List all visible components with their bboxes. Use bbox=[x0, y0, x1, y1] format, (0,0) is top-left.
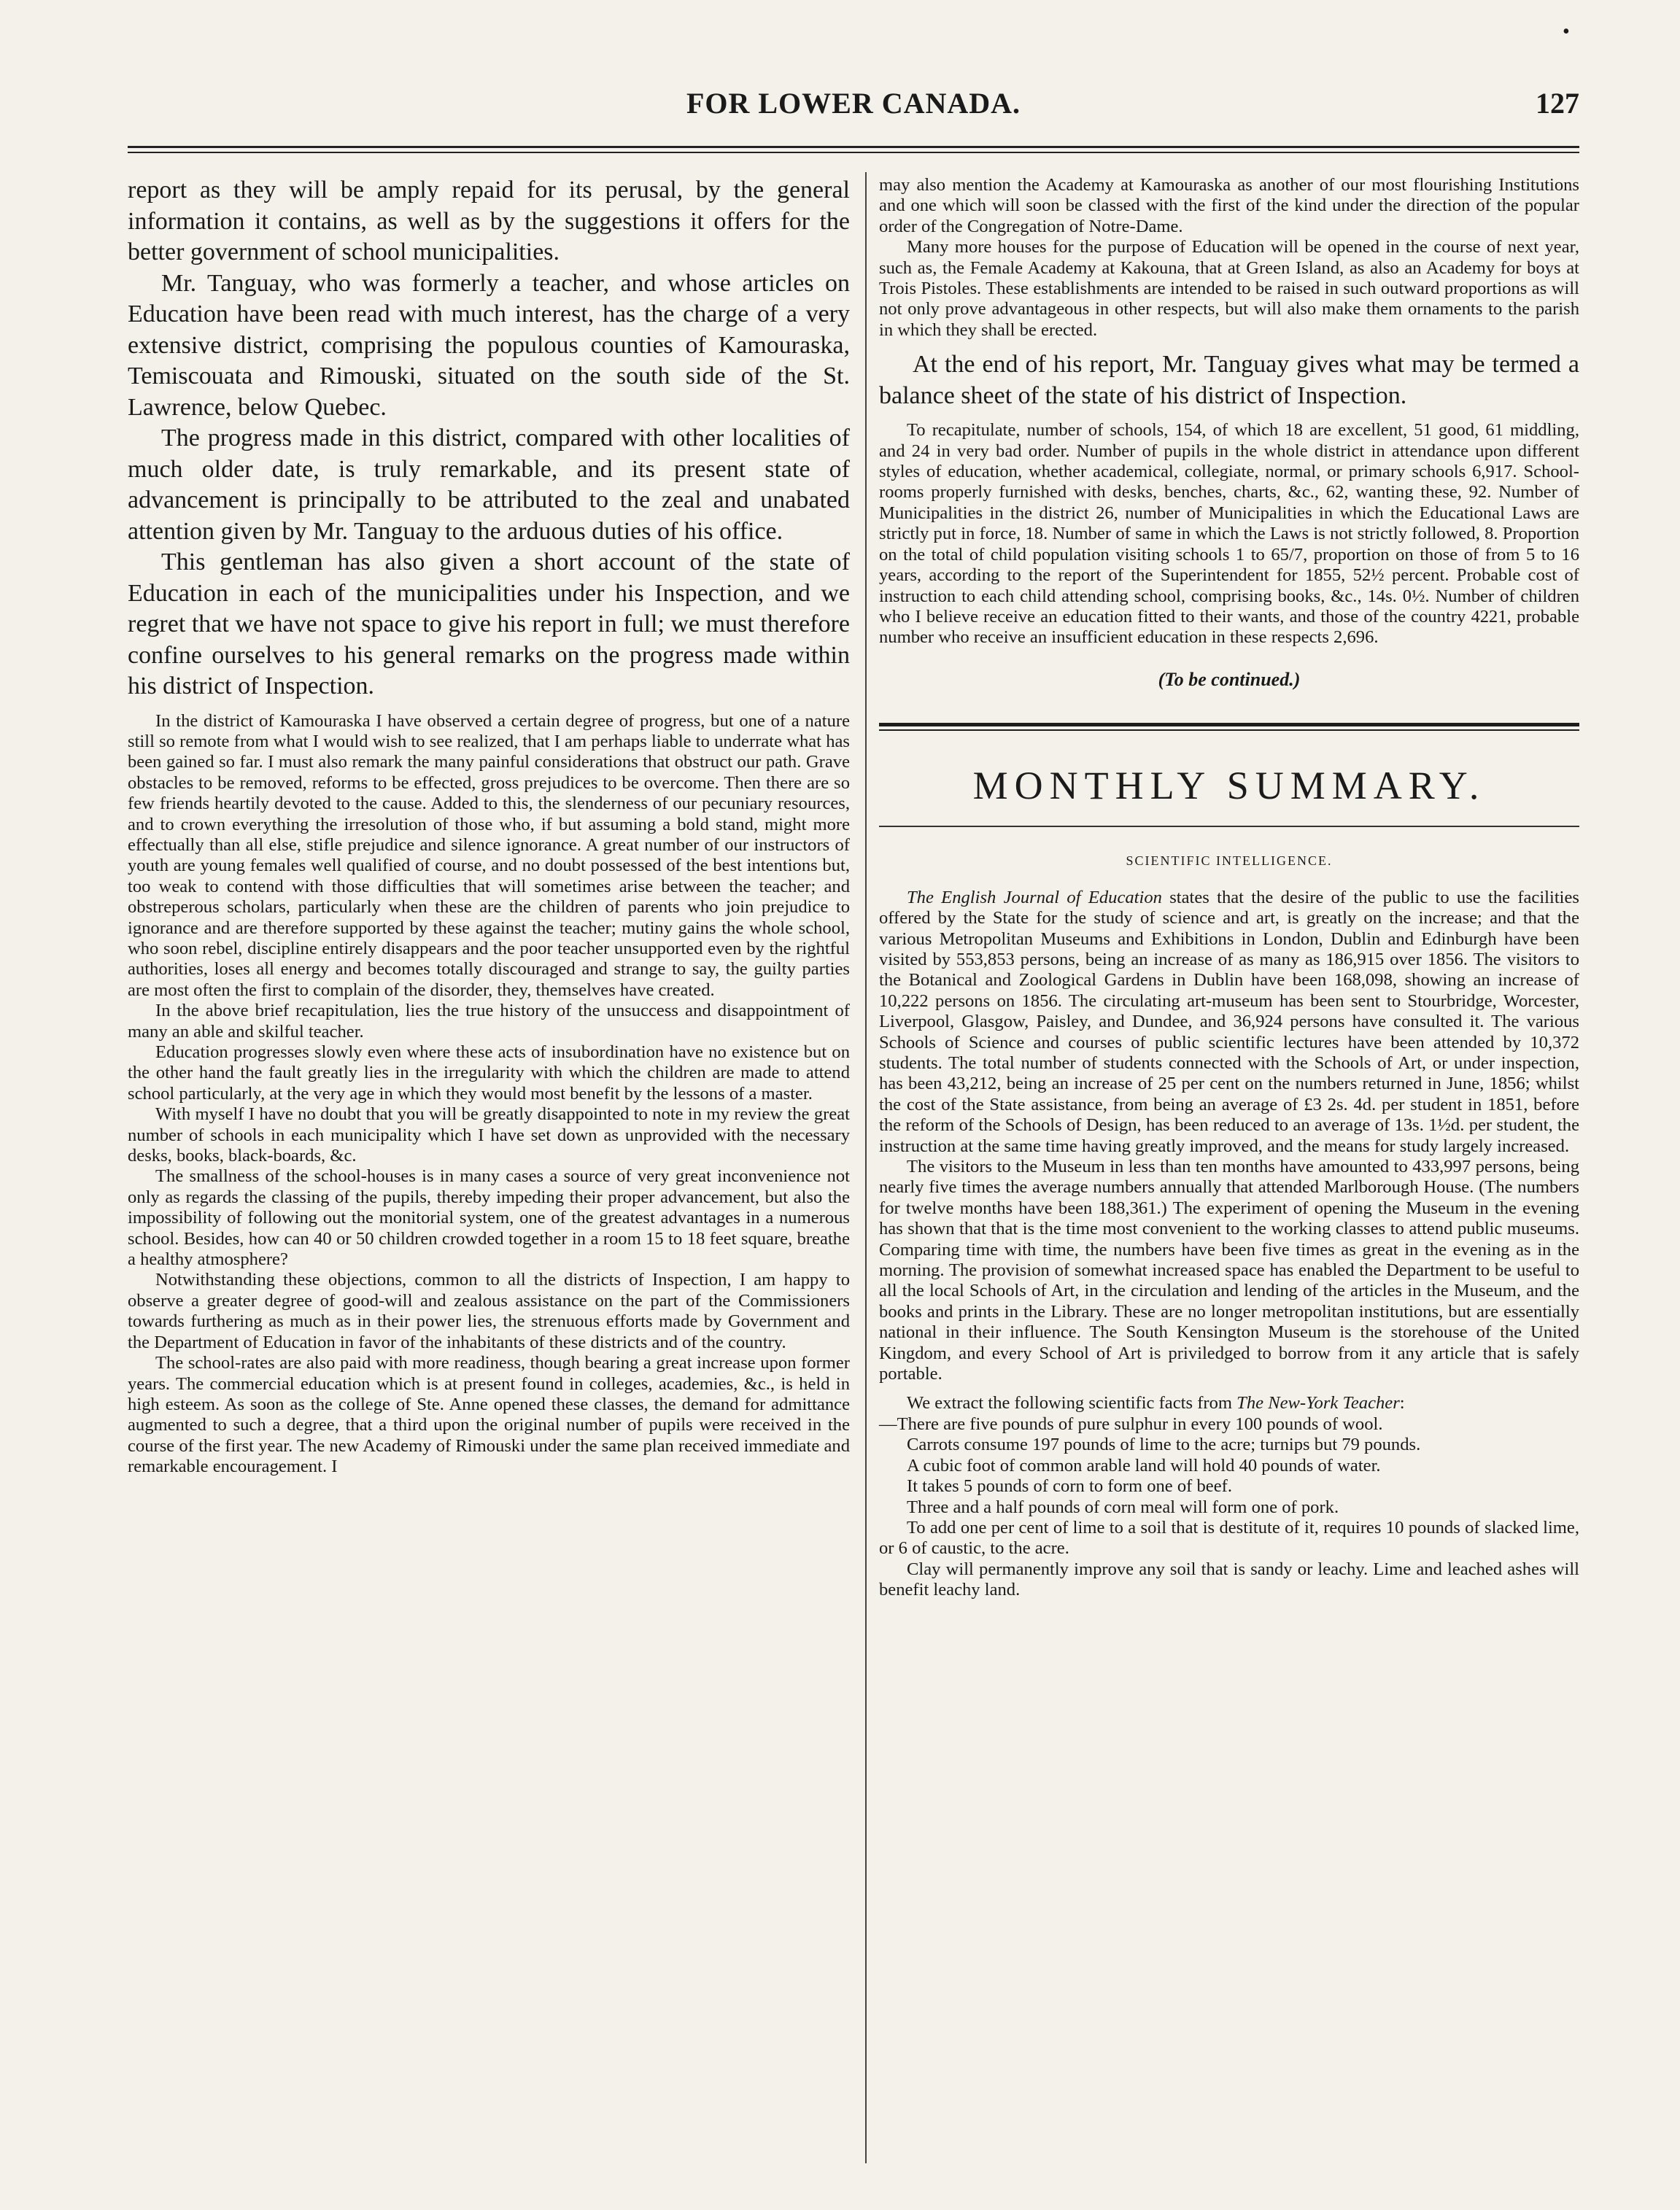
section-heading: SCIENTIFIC INTELLIGENCE. bbox=[1126, 853, 1333, 868]
section-rule bbox=[879, 723, 1579, 726]
fact-item: Clay will permanently improve any soil that is sandy or leachy. Lime and leached ashes will benefit leachy land. bbox=[879, 1559, 1579, 1600]
spacer bbox=[128, 702, 850, 711]
quoted-paragraph: The school-rates are also paid with more readiness, though bearing a great increase upon former years. The commercial education which is at present found in colleges, academies, &c., is held in high esteem. As soon as the college of Ste. Anne opened these classes, the demand for admittance augmented to such a degree, that a third upon the original number of pupils were received in the course of the first year. The new Academy of Rimouski under the same plan received immediate and remarkable encouragement. I bbox=[128, 1353, 850, 1477]
column-divider bbox=[865, 172, 867, 2163]
fact-item: To add one per cent of lime to a soil that is destitute of it, requires 10 pounds of slacked lime, or 6 of caustic, to the acre. bbox=[879, 1517, 1579, 1559]
paragraph: Mr. Tanguay, who was formerly a teacher, and whose articles on Education have been read with much interest, has the charge of a very extensive district, comprising the populous counties of Kamouraska, Temiscouata and Rimouski, situated on the south side of the St. Lawrence, below Quebec. bbox=[128, 269, 850, 421]
spacer bbox=[879, 411, 1579, 420]
journal-title: The New-York Teacher bbox=[1236, 1393, 1400, 1414]
title-rule bbox=[879, 826, 1579, 827]
paragraph: The progress made in this district, compared with other localities of much older date, is truly remarkable, and its present state of advancement is principally to be attributed to the zeal and unabated attention given by Mr. Tanguay to the arduous duties of his office. bbox=[128, 424, 850, 545]
spacer bbox=[879, 1384, 1579, 1393]
quoted-paragraph: In the district of Kamouraska I have observed a certain degree of progress, but one of a nature still so remote from what I would wish to see realized, that I am perhaps liable to underrate what has been gained so far. I must also remark the many painful considerations that obstruct our path. Grave obstacles to be removed, reforms to be effected, gross prejudices to be overcome. Then there are so few friends heartily devoted to the cause. Added to this, the slenderness of our pecuniary resources, and to crown everything the irresolution of those who, if but assuming a bold stand, might more effectually than all else, stifle prejudice and silence ignorance. A great number of our instructors of youth are young females well qualified of course, and no doubt possessed of the best intentions but, too weak to contend with those difficulties that will sometimes arise between the teacher; and obstreperous scholars, particularly when these are the children of parents who join prejudice to ignorance and are therefore supported by these against the teacher; mutiny gains the whole school, who soon rebel, discipline entirely disappears and the poor teacher unsupported even by the rightful authorities, loses all energy and becomes totally discouraged and strange to say, the guilty parties are most often the first to complain of the disorder, they, themselves have created. bbox=[128, 710, 850, 1000]
quoted-paragraph: In the above brief recapitulation, lies the true history of the unsuccess and disappointment of many an able and skilful teacher. bbox=[128, 1001, 850, 1042]
quoted-paragraph: The smallness of the school-houses is in many cases a source of very great inconvenience not only as regards the classing of the pupils, thereby impeding their proper advancement, but also the impossibility of following out the monitorial system, one of the greatest advantages in a numerous school. Besides, how can 40 or 50 children crowded together in a room 15 to 18 feet square, breathe a healthy atmosphere? bbox=[128, 1166, 850, 1270]
fact-item: A cubic foot of common arable land will hold 40 pounds of water. bbox=[907, 1455, 1381, 1476]
quoted-paragraph: Many more houses for the purpose of Education will be opened in the course of next year, such as, the Female Academy at Kakouna, that at Green Island, as also an Academy for boys at Trois Pistoles. These establishments are intended to be raised in such outward proportions as will not only prove advantageous in other respects, but will also make them ornaments to the parish in which they shall be erected. bbox=[879, 237, 1579, 340]
paragraph-text: We extract the following scientific facts from bbox=[907, 1393, 1237, 1414]
fact-item: It takes 5 pounds of corn to form one of beef. bbox=[907, 1476, 1232, 1497]
paragraph: report as they will be amply repaid for its perusal, by the general information it contains, as well as by the suggestions it offers for the better government of school municipalities. bbox=[128, 177, 850, 265]
summary-paragraph bbox=[879, 888, 1579, 1157]
quoted-paragraph: Notwithstanding these objections, common to all the districts of Inspection, I am happy to observe a greater degree of good-will and zealous assistance on the part of the Commissioners towards furthering as much as in their power lies, the strenuous efforts made by Government and the Department of Education in favor of the inhabitants of these districts and of the country. bbox=[128, 1270, 850, 1352]
journal-title: The English Journal of Education bbox=[907, 887, 1162, 907]
ink-mark: • bbox=[1563, 20, 1570, 43]
quoted-paragraph: may also mention the Academy at Kamouraska as another of our most flourishing Institutions and one which will soon be classed with the first of the kind under the direction of the popular order of the Congregation of Notre-Dame. bbox=[879, 175, 1579, 236]
fact-item: Three and a half pounds of corn meal will form one of pork. bbox=[907, 1497, 1339, 1517]
paragraph-text: : bbox=[1399, 1393, 1405, 1414]
spacer bbox=[879, 341, 1579, 349]
quoted-paragraph: With myself I have no doubt that you will be greatly disappointed to note in my review the great number of schools in each municipality which I have set down as unprovided with the necessary desks, books, black-boards, &c. bbox=[128, 1104, 850, 1166]
header-rule bbox=[128, 146, 1579, 148]
page-header bbox=[128, 86, 1579, 130]
page-number: 127 bbox=[1536, 87, 1579, 120]
paragraph: At the end of his report, Mr. Tanguay gives what may be termed a balance sheet of the state of his district of Inspection. bbox=[879, 351, 1579, 409]
summary-paragraph bbox=[879, 1393, 1579, 1414]
fact-item: Carrots consume 197 pounds of lime to the acre; turnips but 79 pounds. bbox=[907, 1435, 1421, 1455]
section-rule-thin bbox=[879, 729, 1579, 731]
right-column bbox=[879, 175, 1579, 1601]
quoted-paragraph: Education progresses slowly even where these acts of insubordination have no existence but on the other hand the fault greatly lies in the irregularity with which the children are made to attend school particularly, at the very age in which they would most benefit by the lessons of a master. bbox=[128, 1042, 850, 1104]
running-title: FOR LOWER CANADA. bbox=[686, 87, 1021, 120]
paragraph: This gentleman has also given a short account of the state of Education in each of the municipalities under his Inspection, and we regret that we have not space to give his report in full; we must therefore confine ourselves to his general remarks on the progress made within his district of Inspection. bbox=[128, 548, 850, 699]
summary-paragraph: The visitors to the Museum in less than ten months have amounted to 433,997 persons, being nearly five times the average numbers annually that attended Marlborough House. (The numbers for twelve months have been 188,361.) The experiment of opening the Museum in the evening has shown that that is the time most convenient to the working classes to attend public museums. Comparing time with time, the numbers have been five times as great in the evening as in the morning. The provision of somewhat increased space has enabled the Department to be useful to all the local Schools of Art, in the circulation and lending of the articles in the Museum, and the books and prints in the Library. These are no longer metropolitan institutions, but are essentially national in their influence. The South Kensington Museum is the storehouse of the United Kingdom, and every School of Art is priviledged to borrow from it any article that is safely portable. bbox=[879, 1157, 1579, 1384]
quoted-paragraph: To recapitulate, number of schools, 154, of which 18 are excellent, 51 good, 61 middling, and 24 in very bad order. Number of pupils in the whole district in attendance upon different styles of education, whether academical, collegiate, normal, or primary schools 6,917. School-rooms properly furnished with desks, benches, charts, &c., 62, wanting these, 92. Number of Municipalities in the district 26, number of Municipalities in which the Educational Laws are strictly put in force, 18. Number of same in which the Laws is not strictly followed, 8. Proportion on the total of child population visiting schools 1 to 65/7, proportion on those of from 5 to 16 years, according to the report of the Superintendent for 1855, 52½ percent. Probable cost of instruction to each child attending school, comprising books, &c., 14s. 0½. Number of children who I believe receive an education fitted to their wants, and those of the country 4221, probable number who receive an insufficient education in these respects 2,696. bbox=[879, 420, 1579, 648]
header-rule-secondary bbox=[128, 152, 1579, 153]
left-column bbox=[128, 175, 850, 1478]
fact-item: —There are five pounds of pure sulphur in every 100 pounds of wool. bbox=[879, 1414, 1383, 1434]
monthly-summary-title: MONTHLY SUMMARY. bbox=[972, 763, 1486, 807]
to-be-continued: (To be continued.) bbox=[1158, 668, 1301, 690]
paragraph-text: states that the desire of the public to use the facilities offered by the State for the study of science and art, is greatly on the increase; and that the various Metropolitan Museums and Exhibitions in London, Dublin and Edinburgh have been visited by 553,853 persons, being an increase of as many as 186,915 over 1856. The visitors to the Botanical and Zoological Gardens in Dublin have been 168,098, showing an increase of 10,222 persons on 1856. The circulating art-museum has been sent to Stourbridge, Worcester, Liverpool, Glasgow, Paisley, and Dundee, and 36,924 persons have consulted it. The various Schools of Science and courses of public scientific lectures have been attended by 10,372 students. The total number of students connected with the Schools of Art, or under inspection, has been 43,212, being an increase of 25 per cent on the numbers returned in June, 1856; whilst the cost of the State assistance, from being an average of £3 2s. 4d. per student in 1851, before the reform of the Schools of Design, has been reduced to an average of 13s. 1½d. per student, the instruction at the same time having greatly improved, and the means for study largely increased. bbox=[879, 887, 1579, 1156]
